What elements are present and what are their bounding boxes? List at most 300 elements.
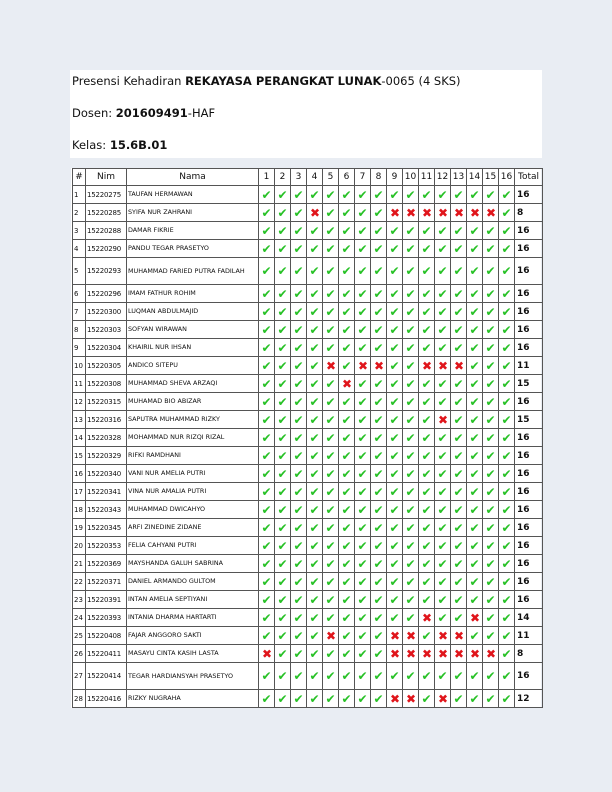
row-number: 18 — [73, 501, 86, 519]
present-check-icon: ✔ — [259, 321, 275, 339]
present-check-icon: ✔ — [275, 609, 291, 627]
present-check-icon: ✔ — [275, 663, 291, 690]
absent-cross-icon: ✖ — [435, 645, 451, 663]
present-check-icon: ✔ — [451, 303, 467, 321]
present-check-icon: ✔ — [435, 339, 451, 357]
present-check-icon: ✔ — [291, 627, 307, 645]
absent-cross-icon: ✖ — [419, 645, 435, 663]
present-check-icon: ✔ — [451, 519, 467, 537]
present-check-icon: ✔ — [483, 627, 499, 645]
absent-cross-icon: ✖ — [403, 645, 419, 663]
present-check-icon: ✔ — [467, 339, 483, 357]
attendance-header — [70, 70, 542, 158]
absent-cross-icon: ✖ — [451, 204, 467, 222]
present-check-icon: ✔ — [403, 303, 419, 321]
table-row — [73, 447, 543, 465]
present-check-icon: ✔ — [467, 537, 483, 555]
present-check-icon: ✔ — [275, 222, 291, 240]
present-check-icon: ✔ — [419, 303, 435, 321]
present-check-icon: ✔ — [291, 339, 307, 357]
present-check-icon: ✔ — [499, 519, 515, 537]
attendance-total: 11 — [515, 357, 543, 375]
present-check-icon: ✔ — [419, 627, 435, 645]
present-check-icon: ✔ — [435, 609, 451, 627]
present-check-icon: ✔ — [499, 663, 515, 690]
present-check-icon: ✔ — [355, 483, 371, 501]
present-check-icon: ✔ — [275, 258, 291, 285]
present-check-icon: ✔ — [499, 627, 515, 645]
present-check-icon: ✔ — [323, 609, 339, 627]
row-number: 4 — [73, 240, 86, 258]
present-check-icon: ✔ — [387, 375, 403, 393]
table-row — [73, 483, 543, 501]
present-check-icon: ✔ — [259, 411, 275, 429]
col-header-meeting: 10 — [403, 169, 419, 186]
present-check-icon: ✔ — [275, 447, 291, 465]
table-row — [73, 465, 543, 483]
row-number: 7 — [73, 303, 86, 321]
present-check-icon: ✔ — [291, 609, 307, 627]
student-name: MUHAMMAD FARIED PUTRA FADILAH — [127, 258, 259, 285]
attendance-total: 16 — [515, 663, 543, 690]
present-check-icon: ✔ — [483, 375, 499, 393]
present-check-icon: ✔ — [387, 339, 403, 357]
present-check-icon: ✔ — [259, 429, 275, 447]
absent-cross-icon: ✖ — [307, 204, 323, 222]
present-check-icon: ✔ — [499, 591, 515, 609]
student-nim: 15220328 — [86, 429, 127, 447]
present-check-icon: ✔ — [483, 429, 499, 447]
student-name: TEGAR HARDIANSYAH PRASETYO — [127, 663, 259, 690]
absent-cross-icon: ✖ — [387, 204, 403, 222]
present-check-icon: ✔ — [387, 609, 403, 627]
present-check-icon: ✔ — [323, 645, 339, 663]
present-check-icon: ✔ — [259, 663, 275, 690]
present-check-icon: ✔ — [275, 555, 291, 573]
present-check-icon: ✔ — [323, 258, 339, 285]
present-check-icon: ✔ — [483, 186, 499, 204]
present-check-icon: ✔ — [451, 447, 467, 465]
present-check-icon: ✔ — [483, 447, 499, 465]
student-name: DANIEL ARMANDO GULTOM — [127, 573, 259, 591]
present-check-icon: ✔ — [467, 627, 483, 645]
present-check-icon: ✔ — [451, 186, 467, 204]
course-code: -0065 (4 SKS) — [381, 74, 461, 88]
present-check-icon: ✔ — [323, 285, 339, 303]
present-check-icon: ✔ — [419, 339, 435, 357]
student-nim: 15220414 — [86, 663, 127, 690]
present-check-icon: ✔ — [259, 591, 275, 609]
present-check-icon: ✔ — [307, 483, 323, 501]
present-check-icon: ✔ — [483, 285, 499, 303]
present-check-icon: ✔ — [467, 375, 483, 393]
student-name: SAPUTRA MUHAMMAD RIZKY — [127, 411, 259, 429]
present-check-icon: ✔ — [291, 591, 307, 609]
col-header-meeting: 13 — [451, 169, 467, 186]
present-check-icon: ✔ — [419, 690, 435, 708]
present-check-icon: ✔ — [467, 240, 483, 258]
present-check-icon: ✔ — [387, 429, 403, 447]
present-check-icon: ✔ — [435, 321, 451, 339]
present-check-icon: ✔ — [339, 429, 355, 447]
attendance-total: 16 — [515, 393, 543, 411]
present-check-icon: ✔ — [339, 447, 355, 465]
row-number: 21 — [73, 555, 86, 573]
present-check-icon: ✔ — [435, 465, 451, 483]
student-name: MAYSHANDA GALUH SABRINA — [127, 555, 259, 573]
col-header-nim: Nim — [86, 169, 127, 186]
col-header-total: Total — [515, 169, 543, 186]
present-check-icon: ✔ — [291, 258, 307, 285]
present-check-icon: ✔ — [355, 222, 371, 240]
student-nim: 15220369 — [86, 555, 127, 573]
present-check-icon: ✔ — [275, 303, 291, 321]
present-check-icon: ✔ — [371, 537, 387, 555]
table-row — [73, 627, 543, 645]
present-check-icon: ✔ — [435, 303, 451, 321]
present-check-icon: ✔ — [387, 483, 403, 501]
row-number: 20 — [73, 537, 86, 555]
present-check-icon: ✔ — [499, 222, 515, 240]
present-check-icon: ✔ — [371, 501, 387, 519]
student-name: PANDU TEGAR PRASETYO — [127, 240, 259, 258]
present-check-icon: ✔ — [371, 627, 387, 645]
present-check-icon: ✔ — [355, 591, 371, 609]
present-check-icon: ✔ — [355, 555, 371, 573]
present-check-icon: ✔ — [387, 357, 403, 375]
present-check-icon: ✔ — [387, 258, 403, 285]
present-check-icon: ✔ — [403, 240, 419, 258]
present-check-icon: ✔ — [355, 375, 371, 393]
present-check-icon: ✔ — [419, 393, 435, 411]
present-check-icon: ✔ — [451, 411, 467, 429]
present-check-icon: ✔ — [339, 627, 355, 645]
student-name: SOFYAN WIRAWAN — [127, 321, 259, 339]
student-nim: 15220304 — [86, 339, 127, 357]
attendance-total: 8 — [515, 204, 543, 222]
present-check-icon: ✔ — [275, 339, 291, 357]
present-check-icon: ✔ — [371, 483, 387, 501]
present-check-icon: ✔ — [483, 357, 499, 375]
present-check-icon: ✔ — [275, 357, 291, 375]
present-check-icon: ✔ — [419, 375, 435, 393]
present-check-icon: ✔ — [307, 375, 323, 393]
student-name: VANI NUR AMELIA PUTRI — [127, 465, 259, 483]
present-check-icon: ✔ — [259, 204, 275, 222]
absent-cross-icon: ✖ — [403, 627, 419, 645]
table-row — [73, 501, 543, 519]
student-nim: 15220408 — [86, 627, 127, 645]
student-nim: 15220293 — [86, 258, 127, 285]
present-check-icon: ✔ — [259, 609, 275, 627]
row-number: 12 — [73, 393, 86, 411]
present-check-icon: ✔ — [419, 555, 435, 573]
present-check-icon: ✔ — [483, 609, 499, 627]
present-check-icon: ✔ — [371, 258, 387, 285]
present-check-icon: ✔ — [339, 483, 355, 501]
present-check-icon: ✔ — [291, 447, 307, 465]
present-check-icon: ✔ — [451, 555, 467, 573]
present-check-icon: ✔ — [371, 429, 387, 447]
present-check-icon: ✔ — [291, 519, 307, 537]
absent-cross-icon: ✖ — [467, 609, 483, 627]
row-number: 14 — [73, 429, 86, 447]
present-check-icon: ✔ — [339, 501, 355, 519]
present-check-icon: ✔ — [435, 186, 451, 204]
present-check-icon: ✔ — [499, 339, 515, 357]
present-check-icon: ✔ — [355, 447, 371, 465]
present-check-icon: ✔ — [259, 690, 275, 708]
present-check-icon: ✔ — [307, 357, 323, 375]
attendance-total: 11 — [515, 627, 543, 645]
present-check-icon: ✔ — [307, 609, 323, 627]
present-check-icon: ✔ — [323, 303, 339, 321]
present-check-icon: ✔ — [435, 240, 451, 258]
absent-cross-icon: ✖ — [435, 411, 451, 429]
present-check-icon: ✔ — [339, 339, 355, 357]
student-nim: 15220343 — [86, 501, 127, 519]
student-name: MASAYU CINTA KASIH LASTA — [127, 645, 259, 663]
student-name: SYIFA NUR ZAHRANI — [127, 204, 259, 222]
present-check-icon: ✔ — [323, 537, 339, 555]
present-check-icon: ✔ — [275, 204, 291, 222]
attendance-sheet — [71, 168, 541, 708]
table-row — [73, 285, 543, 303]
present-check-icon: ✔ — [307, 339, 323, 357]
absent-cross-icon: ✖ — [387, 690, 403, 708]
row-number: 10 — [73, 357, 86, 375]
present-check-icon: ✔ — [323, 393, 339, 411]
present-check-icon: ✔ — [387, 393, 403, 411]
present-check-icon: ✔ — [499, 393, 515, 411]
lecturer-label: Dosen: — [72, 106, 116, 120]
absent-cross-icon: ✖ — [323, 357, 339, 375]
row-number: 6 — [73, 285, 86, 303]
present-check-icon: ✔ — [355, 204, 371, 222]
present-check-icon: ✔ — [435, 537, 451, 555]
present-check-icon: ✔ — [307, 186, 323, 204]
present-check-icon: ✔ — [371, 690, 387, 708]
present-check-icon: ✔ — [259, 465, 275, 483]
table-row — [73, 222, 543, 240]
table-row — [73, 519, 543, 537]
present-check-icon: ✔ — [403, 555, 419, 573]
attendance-total: 16 — [515, 303, 543, 321]
present-check-icon: ✔ — [291, 303, 307, 321]
present-check-icon: ✔ — [275, 537, 291, 555]
attendance-total: 16 — [515, 285, 543, 303]
present-check-icon: ✔ — [323, 447, 339, 465]
present-check-icon: ✔ — [483, 663, 499, 690]
present-check-icon: ✔ — [483, 483, 499, 501]
present-check-icon: ✔ — [307, 627, 323, 645]
class-label: Kelas: — [72, 138, 110, 152]
student-name: DAMAR FIKRIE — [127, 222, 259, 240]
present-check-icon: ✔ — [435, 501, 451, 519]
present-check-icon: ✔ — [451, 393, 467, 411]
present-check-icon: ✔ — [403, 429, 419, 447]
attendance-total: 16 — [515, 573, 543, 591]
student-name: ANDICO SITEPU — [127, 357, 259, 375]
table-row — [73, 375, 543, 393]
present-check-icon: ✔ — [435, 519, 451, 537]
present-check-icon: ✔ — [387, 519, 403, 537]
student-nim: 15220371 — [86, 573, 127, 591]
present-check-icon: ✔ — [307, 519, 323, 537]
present-check-icon: ✔ — [483, 573, 499, 591]
present-check-icon: ✔ — [451, 258, 467, 285]
present-check-icon: ✔ — [451, 240, 467, 258]
present-check-icon: ✔ — [435, 258, 451, 285]
present-check-icon: ✔ — [339, 555, 355, 573]
present-check-icon: ✔ — [387, 555, 403, 573]
attendance-total: 16 — [515, 501, 543, 519]
student-nim: 15220316 — [86, 411, 127, 429]
attendance-total: 16 — [515, 483, 543, 501]
col-header-nama: Nama — [127, 169, 259, 186]
present-check-icon: ✔ — [451, 663, 467, 690]
present-check-icon: ✔ — [371, 204, 387, 222]
present-check-icon: ✔ — [275, 465, 291, 483]
student-name: INTAN AMELIA SEPTIYANI — [127, 591, 259, 609]
present-check-icon: ✔ — [419, 411, 435, 429]
table-row — [73, 258, 543, 285]
present-check-icon: ✔ — [387, 591, 403, 609]
present-check-icon: ✔ — [499, 411, 515, 429]
absent-cross-icon: ✖ — [355, 357, 371, 375]
present-check-icon: ✔ — [387, 321, 403, 339]
present-check-icon: ✔ — [355, 258, 371, 285]
present-check-icon: ✔ — [355, 339, 371, 357]
present-check-icon: ✔ — [291, 501, 307, 519]
present-check-icon: ✔ — [451, 285, 467, 303]
present-check-icon: ✔ — [339, 573, 355, 591]
present-check-icon: ✔ — [435, 483, 451, 501]
present-check-icon: ✔ — [483, 258, 499, 285]
present-check-icon: ✔ — [323, 519, 339, 537]
present-check-icon: ✔ — [291, 204, 307, 222]
present-check-icon: ✔ — [403, 537, 419, 555]
student-nim: 15220303 — [86, 321, 127, 339]
present-check-icon: ✔ — [323, 573, 339, 591]
present-check-icon: ✔ — [371, 465, 387, 483]
student-name: RIZKY NUGRAHA — [127, 690, 259, 708]
present-check-icon: ✔ — [339, 303, 355, 321]
present-check-icon: ✔ — [419, 483, 435, 501]
present-check-icon: ✔ — [387, 537, 403, 555]
present-check-icon: ✔ — [419, 465, 435, 483]
present-check-icon: ✔ — [323, 591, 339, 609]
present-check-icon: ✔ — [291, 411, 307, 429]
present-check-icon: ✔ — [275, 519, 291, 537]
present-check-icon: ✔ — [451, 222, 467, 240]
present-check-icon: ✔ — [291, 321, 307, 339]
present-check-icon: ✔ — [323, 222, 339, 240]
present-check-icon: ✔ — [451, 501, 467, 519]
attendance-total: 16 — [515, 537, 543, 555]
present-check-icon: ✔ — [371, 375, 387, 393]
present-check-icon: ✔ — [483, 222, 499, 240]
present-check-icon: ✔ — [435, 393, 451, 411]
present-check-icon: ✔ — [371, 663, 387, 690]
present-check-icon: ✔ — [355, 609, 371, 627]
present-check-icon: ✔ — [499, 555, 515, 573]
present-check-icon: ✔ — [307, 573, 323, 591]
student-nim: 15220329 — [86, 447, 127, 465]
present-check-icon: ✔ — [291, 663, 307, 690]
table-row — [73, 411, 543, 429]
attendance-total: 12 — [515, 690, 543, 708]
present-check-icon: ✔ — [403, 258, 419, 285]
present-check-icon: ✔ — [451, 375, 467, 393]
present-check-icon: ✔ — [499, 429, 515, 447]
present-check-icon: ✔ — [291, 465, 307, 483]
present-check-icon: ✔ — [355, 285, 371, 303]
attendance-page — [70, 70, 542, 158]
table-header-row — [73, 169, 543, 186]
present-check-icon: ✔ — [483, 537, 499, 555]
present-check-icon: ✔ — [467, 573, 483, 591]
attendance-total: 16 — [515, 186, 543, 204]
col-header-meeting: 2 — [275, 169, 291, 186]
col-header-meeting: 8 — [371, 169, 387, 186]
present-check-icon: ✔ — [499, 285, 515, 303]
table-row — [73, 555, 543, 573]
student-name: FELIA CAHYANI PUTRI — [127, 537, 259, 555]
present-check-icon: ✔ — [355, 519, 371, 537]
present-check-icon: ✔ — [403, 519, 419, 537]
present-check-icon: ✔ — [435, 375, 451, 393]
present-check-icon: ✔ — [307, 429, 323, 447]
present-check-icon: ✔ — [451, 690, 467, 708]
attendance-total: 16 — [515, 465, 543, 483]
present-check-icon: ✔ — [339, 285, 355, 303]
student-name: KHAIRIL NUR IHSAN — [127, 339, 259, 357]
present-check-icon: ✔ — [419, 573, 435, 591]
present-check-icon: ✔ — [355, 501, 371, 519]
student-nim: 15220275 — [86, 186, 127, 204]
present-check-icon: ✔ — [419, 321, 435, 339]
present-check-icon: ✔ — [387, 240, 403, 258]
attendance-total: 16 — [515, 258, 543, 285]
table-row — [73, 645, 543, 663]
attendance-table — [72, 168, 543, 708]
present-check-icon: ✔ — [355, 645, 371, 663]
col-header-meeting: 3 — [291, 169, 307, 186]
present-check-icon: ✔ — [499, 447, 515, 465]
present-check-icon: ✔ — [339, 645, 355, 663]
attendance-total: 16 — [515, 222, 543, 240]
present-check-icon: ✔ — [355, 573, 371, 591]
present-check-icon: ✔ — [275, 690, 291, 708]
present-check-icon: ✔ — [371, 222, 387, 240]
present-check-icon: ✔ — [419, 663, 435, 690]
table-row — [73, 663, 543, 690]
present-check-icon: ✔ — [435, 447, 451, 465]
row-number: 25 — [73, 627, 86, 645]
present-check-icon: ✔ — [435, 555, 451, 573]
present-check-icon: ✔ — [499, 186, 515, 204]
lecturer-line — [72, 106, 215, 120]
present-check-icon: ✔ — [259, 357, 275, 375]
present-check-icon: ✔ — [291, 555, 307, 573]
present-check-icon: ✔ — [499, 465, 515, 483]
attendance-total: 16 — [515, 429, 543, 447]
present-check-icon: ✔ — [275, 501, 291, 519]
present-check-icon: ✔ — [291, 357, 307, 375]
attendance-total: 15 — [515, 411, 543, 429]
present-check-icon: ✔ — [259, 573, 275, 591]
